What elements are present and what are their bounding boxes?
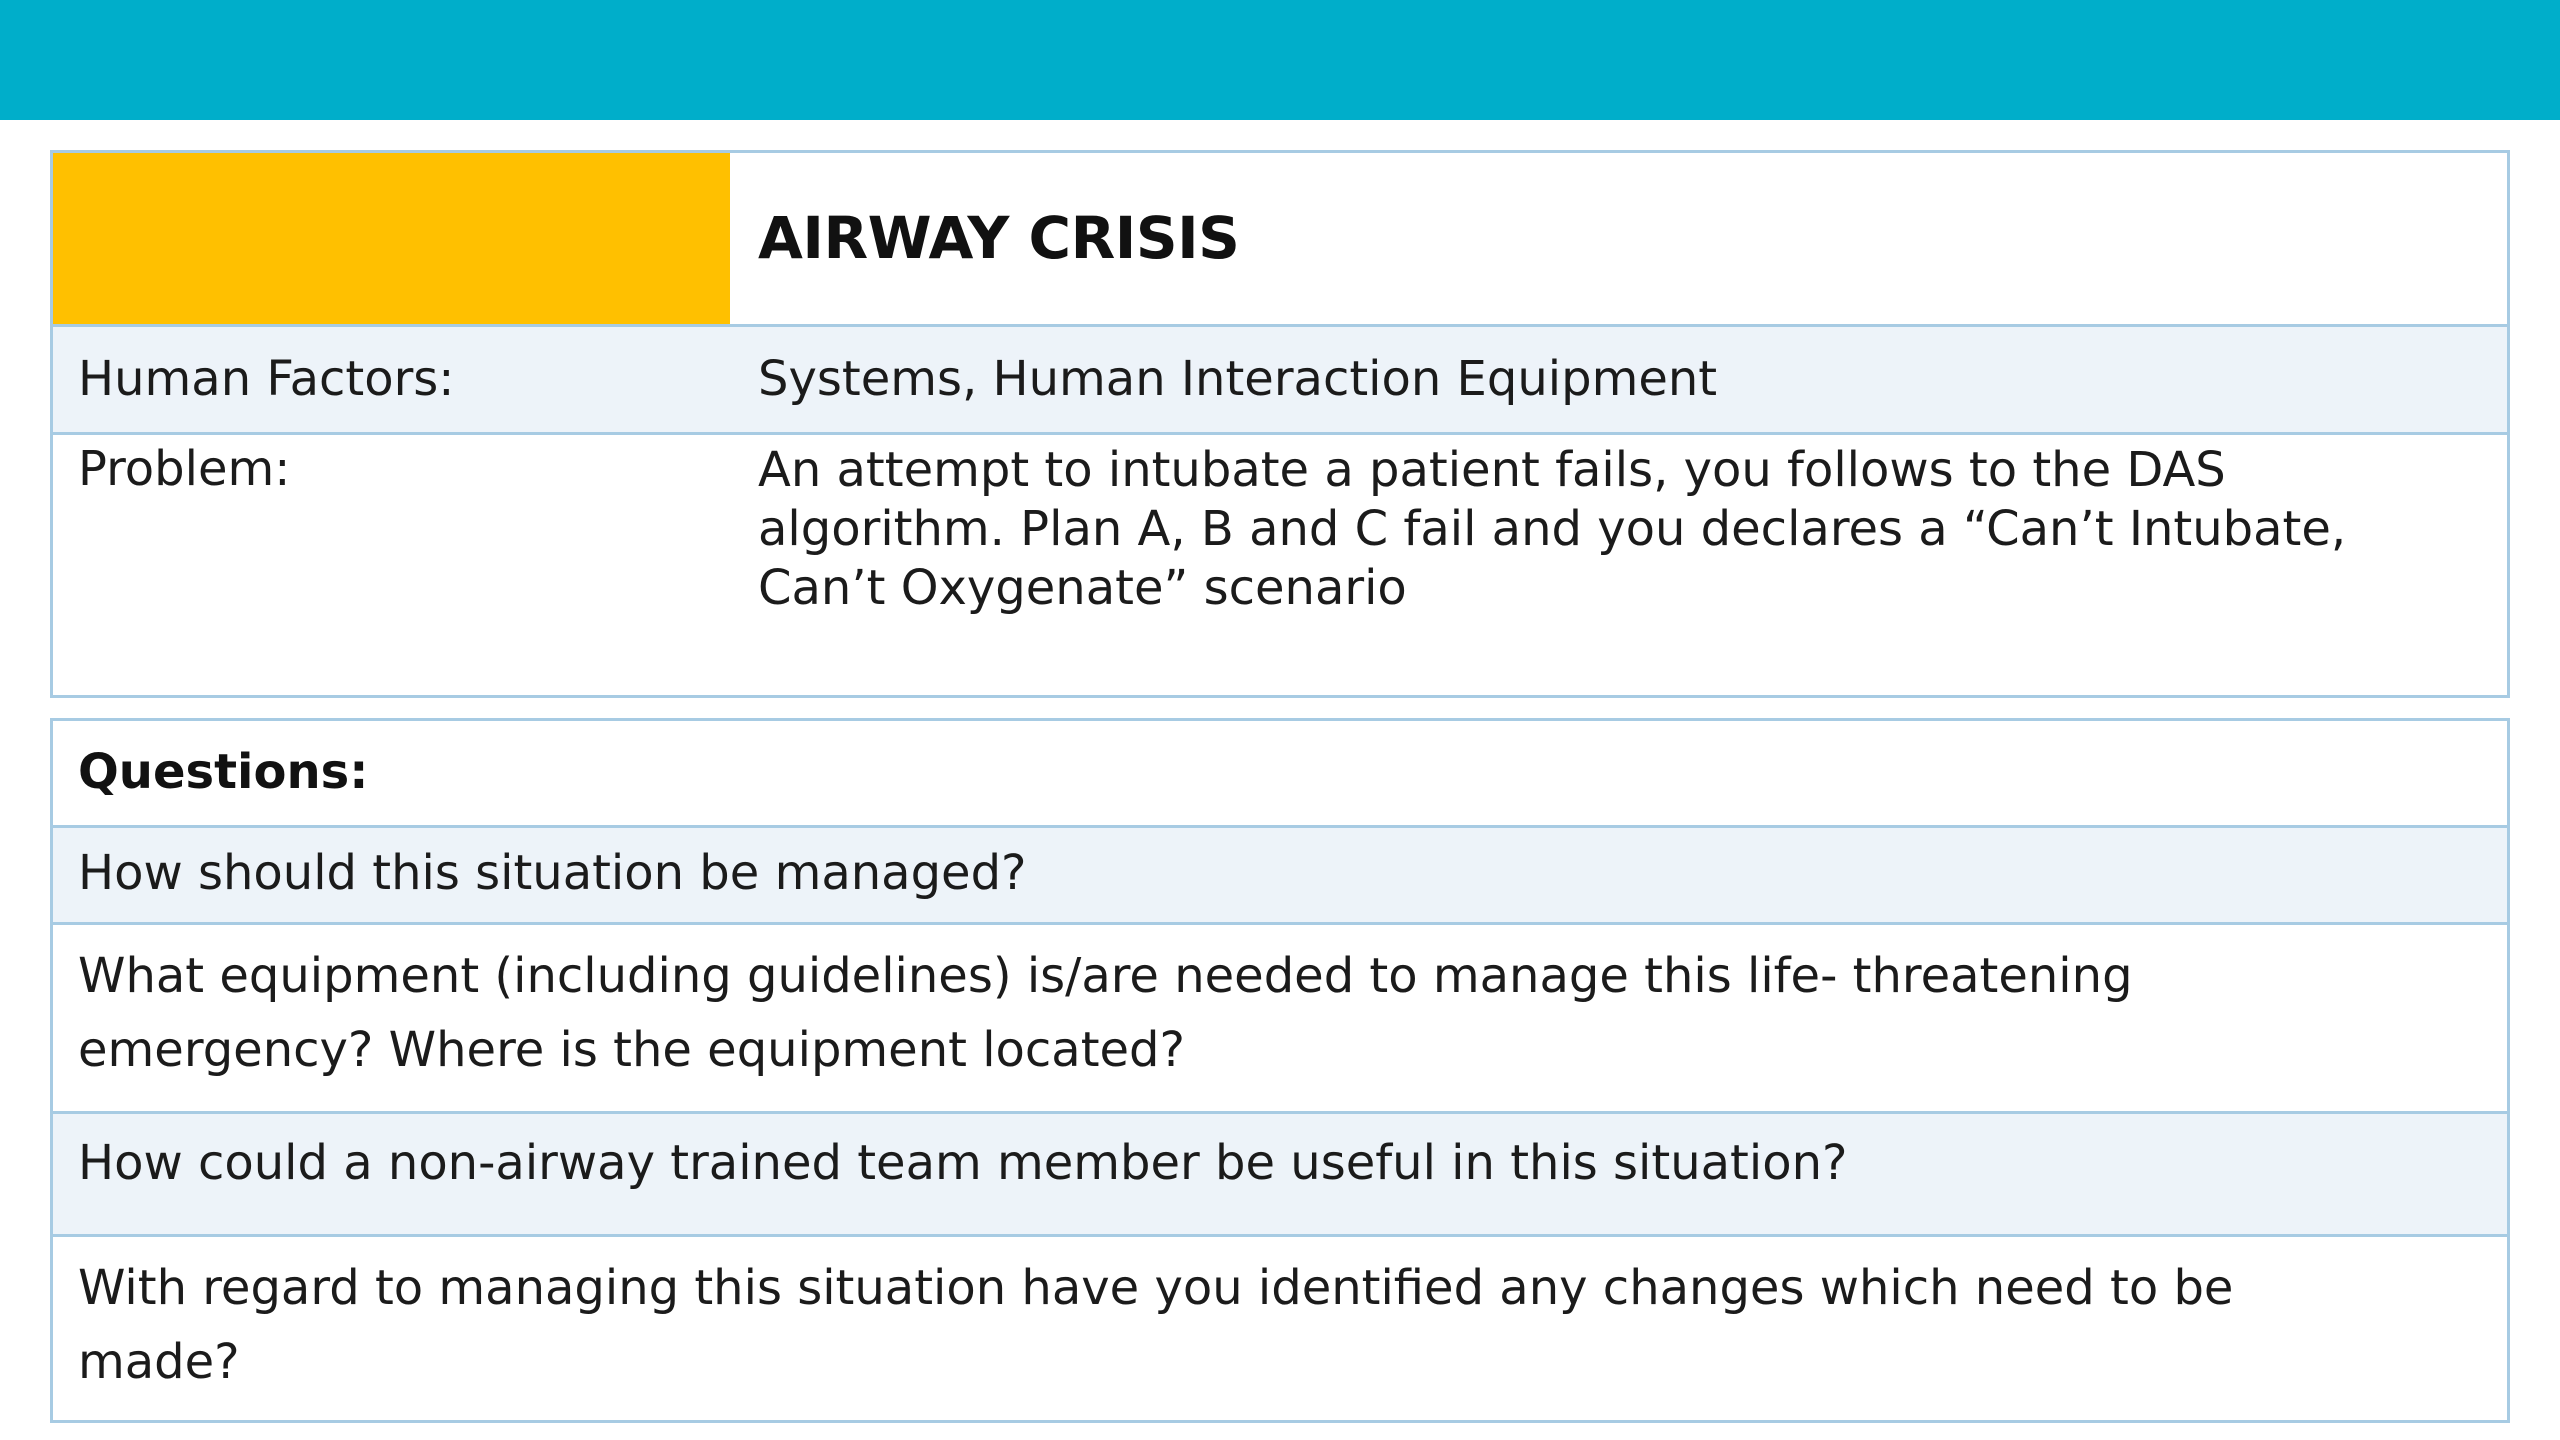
question-text: How should this situation be managed? — [78, 845, 1027, 901]
scenario-title: AIRWAY CRISIS — [758, 204, 1240, 272]
human-factors-value: Systems, Human Interaction Equipment — [758, 351, 1718, 407]
questions-heading: Questions: — [78, 744, 369, 800]
questions-heading-row — [53, 721, 2507, 825]
top-banner — [0, 0, 2560, 120]
questions-table — [50, 718, 2510, 1423]
question-row — [53, 1114, 2507, 1234]
problem-row — [53, 435, 2507, 695]
question-row — [53, 1237, 2507, 1420]
question-text: With regard to managing this situation have you identified any changes which need to be made? — [78, 1260, 2234, 1390]
human-factors-label: Human Factors: — [78, 351, 455, 407]
problem-value: An attempt to intubate a patient fails, you follows to the DAS algorithm. Plan A, B and C fail and you declares a “Can’t Intubate, Can’t Oxygenate” scenario — [758, 442, 2347, 616]
question-row — [53, 925, 2507, 1111]
scenario-info-table — [50, 150, 2510, 698]
title-row — [53, 153, 2507, 324]
question-text: What equipment (including guidelines) is/are needed to manage this life- threatening emergency? Where is the equipment located? — [78, 948, 2133, 1078]
human-factors-row — [53, 327, 2507, 432]
problem-label: Problem: — [78, 441, 291, 497]
title-color-block — [53, 153, 730, 324]
question-text: How could a non-airway trained team member be useful in this situation? — [78, 1135, 1848, 1191]
question-row — [53, 828, 2507, 922]
